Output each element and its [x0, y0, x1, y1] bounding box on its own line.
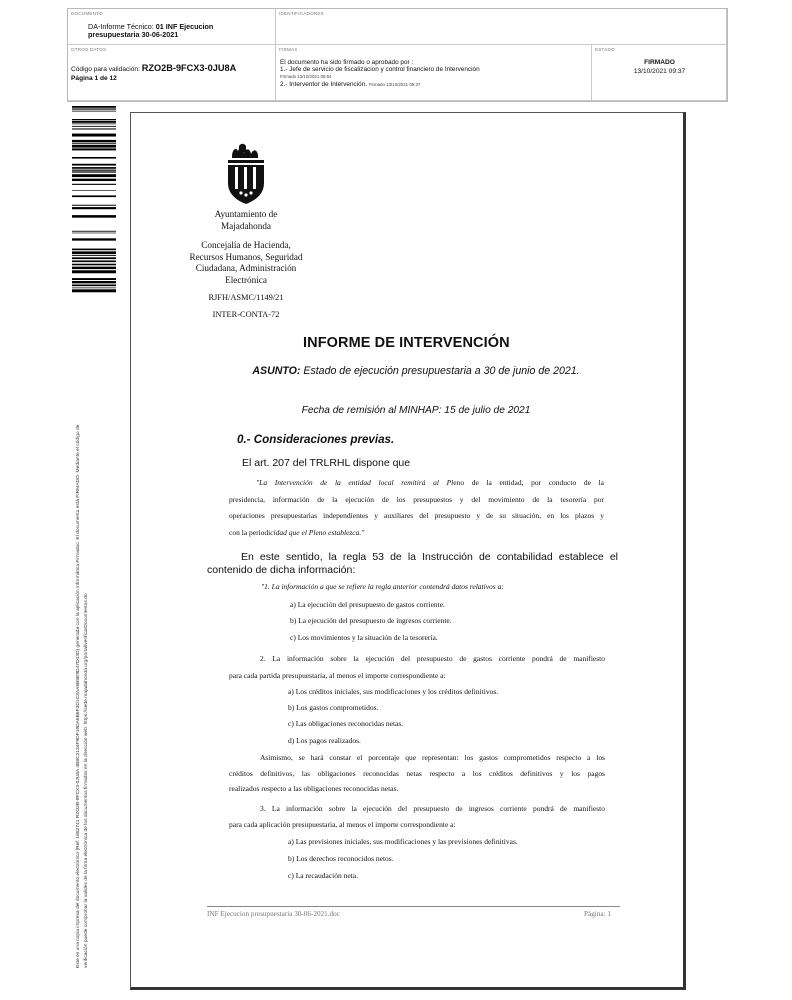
list-item: b) Los gastos comprometidos. — [288, 703, 379, 712]
documento-label: DOCUMENTO — [71, 11, 103, 16]
identificadores-label: IDENTIFICADORES — [279, 11, 324, 16]
footer-filename: INF Ejecucion presupuestaria 30-06-2021.doc — [207, 910, 340, 918]
footer-divider — [207, 906, 620, 907]
asimismo-line-1: Asimismo, se hará constar el porcentaje que representan: los gastos comprometidos respecto a los — [260, 753, 605, 762]
asimismo-line-3: realizados respecto a las obligaciones reconocidas netas. — [229, 784, 399, 793]
page-count: Página 1 de 12 — [71, 75, 117, 82]
regla-3-line-1: 3. La información sobre la ejecución del presupuesto de ingresos corriente pondrá de manifiesto — [260, 804, 605, 813]
majadahonda-coat-of-arms-logo — [224, 143, 268, 205]
concejalia-name: Concejalía de Hacienda, Recursos Humanos, Seguridad Ciudadana, Administración Electrónica — [189, 240, 303, 285]
regla-53-paragraph: En este sentido, la regla 53 de la Instrucción de contabilidad establece el contenido de dicha información: — [207, 551, 618, 576]
signature-2: 2.- Interventor de Intervención. Firmado 13/10/2021 09:37 — [280, 80, 421, 88]
ayuntamiento-name: Ayuntamiento de Majadahonda — [214, 209, 278, 231]
otros-datos-label: OTROS DATOS — [71, 47, 107, 52]
documento-cell — [68, 9, 276, 45]
list-item: a) La ejecución del presupuesto de gastos corriente. — [290, 600, 445, 609]
reference-2: INTER-CONTA-72 — [212, 310, 280, 319]
estado-cell — [592, 45, 727, 101]
fecha-remision: Fecha de remisión al MINHAP: 15 de julio de 2021 — [301, 405, 531, 416]
document-title: INFORME DE INTERVENCIÓN — [303, 335, 510, 351]
regla-2-line-2: para cada partida presupuestaria, al menos el importe correspondiente a: — [229, 671, 446, 680]
regla-1: "1. La información a que se refiere la regla anterior contendrá datos relativos a: — [261, 582, 504, 591]
signature-1: 1.- Jefe de servicio de fiscalizacion y control financiero de Intervención — [280, 66, 480, 74]
reference-1: RJFH/ASMC/1149/21 — [208, 293, 284, 302]
signature-1-date: Firmado 13/10/2021 08:54 — [280, 74, 332, 80]
asunto: ASUNTO: Estado de ejecución presupuestaria a 30 de junio de 2021. — [252, 365, 580, 377]
regla-3-line-2: para cada aplicación presupuestaria, al menos el importe correspondiente a: — [229, 820, 456, 829]
signatures-list: El documento ha sido firmado o aprobado por : 1.- Jefe de servicio de fiscalizacion y control financiero de Intervención Firmado 13/10/2021 08:54 2.- Interventor de Intervención. Firmado 13/10/2021 09:37 — [280, 59, 480, 88]
barcode-image — [72, 106, 116, 296]
validation-code-line: Código para validación: RZO2B-9FCX3-0JU8A — [71, 63, 237, 73]
list-item: c) Los movimientos y la situación de la tesorería. — [290, 633, 438, 642]
validation-code[interactable]: RZO2B-9FCX3-0JU8A — [141, 63, 237, 73]
art-207-quote: "La Intervención de la entidad local remitirá al Pleno de la entidad, por conducto de la presidencia, información de la ejecución de los presupuestos y del movimiento de la tesorería por operaciones presupuestarias independientes y auxiliares del presupuesto y de su situación, en los plazos y con la periodicidad que el Pleno establezca." — [229, 478, 604, 537]
asimismo-line-2: créditos definitivos, las obligaciones reconocidas netas respecto a los créditos definitivos y los pagos — [229, 769, 605, 778]
otros-datos-cell — [68, 45, 276, 101]
list-item: c) Las obligaciones reconocidas netas. — [288, 719, 404, 728]
art-207-intro: El art. 207 del TRLRHL dispone que — [242, 457, 411, 469]
status-date: 13/10/2021 09:37 — [633, 68, 686, 75]
list-item: a) Los créditos iniciales, sus modificaciones y los créditos definitivos. — [288, 687, 499, 696]
list-item: b) Los derechos reconocidos netos. — [288, 854, 394, 863]
list-item: a) Las previsiones iniciales, sus modificaciones y las previsiones definitivas. — [288, 837, 518, 846]
regla-2-line-1: 2. La información sobre la ejecución del presupuesto de gastos corriente pondrá de manifiesto — [260, 654, 605, 663]
status-badge: FIRMADO — [644, 59, 675, 66]
list-item: d) Los pagos realizados. — [288, 736, 361, 745]
section-heading: 0.- Consideraciones previas. — [237, 433, 395, 446]
list-item: c) La recaudación neta. — [288, 871, 358, 880]
document-name: DA-Informe Técnico: 01 INF Ejecucion presupuestaria 30-06-2021 — [88, 22, 214, 40]
firmas-cell — [276, 45, 592, 101]
verification-side-text: Este es una copia impresa del documento electrónico (Ref: 1852741 RZO2B-9FCX3-0JU8A 4B8C2134F9DF19DA6B8F3D1C3AA5B5E9D47D03D) generada con la aplicación informática Firmadoc. El documento está FIRMADO. Mediante el código de verificación puede comprobar la validez de la firma electrónica de los documentos firmados en la dirección web: https://sede.majadahonda.org/portal/verificarDocumentos.do — [76, 424, 89, 968]
identificadores-cell — [276, 9, 727, 45]
document-metadata-header — [67, 8, 728, 102]
list-item: b) La ejecución del presupuesto de ingresos corriente. — [290, 616, 452, 625]
firmas-label: FIRMAS — [279, 47, 298, 52]
estado-label: ESTADO — [595, 47, 615, 52]
footer-page-number: Página: 1 — [584, 910, 611, 918]
